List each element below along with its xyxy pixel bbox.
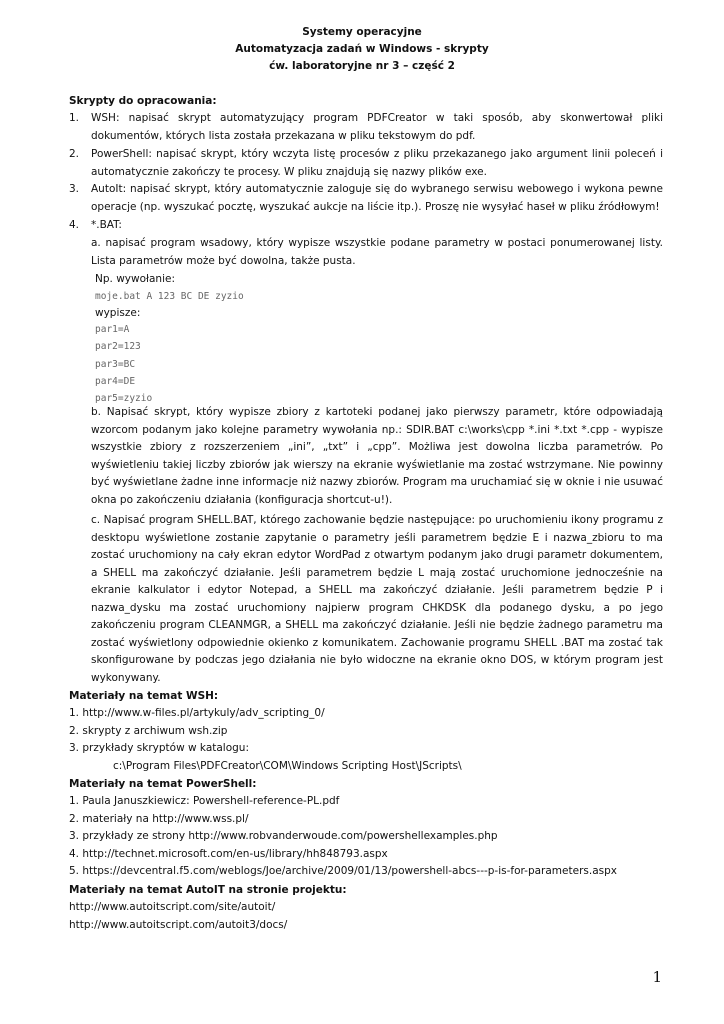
autoit-materials-title: Materiały na temat AutoIT na stronie projektu: — [69, 884, 347, 896]
example-output-line: par1=A — [95, 324, 130, 335]
example-output-line: par4=DE — [95, 376, 136, 387]
ps-link[interactable]: 2. materiały na http://www.wss.pl/ — [69, 813, 249, 825]
bat-task-c: c. Napisać program SHELL.BAT, którego zachowanie będzie następujące: po uruchomieniu ikony programu z desktopu wyświetlone zostanie zapytanie o parametry jeśli parametrem będzie E i nazwa_zbioru to ma zostać uruchomiony na cały ekran edytor WordPad z otwartym podanym jako drugi parametr dokumentem, a SHELL ma zakończyć działanie. Jeśli parametrem będzie L mają zostać uruchomione jednocześnie na ekranie kalkulator i edytor Notepad, a SHELL ma zakończyć działanie. Jeśli parametrem będzie P i nazwa_dysku ma zostać uruchomiony najpierw program CHKDSK dla podanego dysku, a po jego zakończeniu program CLEANMGR, a SHELL ma zakończyć działanie. Jeśli nie będzie żadnego parametru ma zostać wyświetlony odpowiednie okienko z komunikatem. Zachowanie programu SHELL .BAT ma zostać tak skonfigurowane by podczas jego działania nie było widoczne na ekranie okno DOS, w którym program jest wykonywany. — [91, 514, 663, 684]
example-output-line: par3=BC — [95, 359, 136, 370]
ps-link[interactable]: 5. https://devcentral.f5.com/weblogs/Joe/archive/2009/01/13/powershell-abcs---p-is-for-parameters.aspx — [69, 865, 617, 877]
example-output-line: par5=zyzio — [95, 393, 153, 404]
doc-subtitle: Automatyzacja zadań w Windows - skrypty — [235, 43, 489, 55]
wsh-item: 3. przykłady skryptów w katalogu: — [69, 742, 249, 754]
item-text-bat: *.BAT: — [91, 219, 122, 231]
page-number: 1 — [652, 968, 662, 986]
wsh-link[interactable]: 1. http://www.w-files.pl/artykuly/adv_scripting_0/ — [69, 707, 325, 719]
example-call-label: Np. wywołanie: — [95, 273, 175, 285]
item-text-powershell: PowerShell: napisać skrypt, który wczyta listę procesów z pliku przekazanego jako argument linii poleceń i automatycznie zakończy te procesy. W pliku znajdują się nazwy plików exe. — [91, 148, 663, 178]
example-call-code: moje.bat A 123 BC DE zyzio — [95, 291, 244, 302]
item-number: 4. — [69, 219, 80, 231]
item-number: 2. — [69, 148, 80, 160]
autoit-link[interactable]: http://www.autoitscript.com/autoit3/docs/ — [69, 919, 288, 931]
doc-exercise: ćw. laboratoryjne nr 3 – część 2 — [269, 60, 455, 72]
section-title: Skrypty do opracowania: — [69, 95, 217, 107]
ps-materials-title: Materiały na temat PowerShell: — [69, 778, 257, 790]
wsh-item: 2. skrypty z archiwum wsh.zip — [69, 725, 228, 737]
item-text-wsh: WSH: napisać skrypt automatyzujący program PDFCreator w taki sposób, aby skonwertował pliki dokumentów, których lista została przekazana w pliku tekstowym do pdf. — [91, 112, 663, 142]
autoit-link[interactable]: http://www.autoitscript.com/site/autoit/ — [69, 901, 276, 913]
bat-task-a: a. napisać program wsadowy, który wypisze wszystkie podane parametry w postaci ponumerowanej listy. Lista parametrów może być dowolna, także pusta. — [91, 237, 663, 267]
item-text-autoit: AutoIt: napisać skrypt, który automatycznie zaloguje się do wybranego serwisu webowego i wykona pewne operacje (np. wyszukać pocztę, wyszukać aukcje na liście itp.). Proszę nie wysyłać haseł w pliku źródłowym! — [91, 183, 663, 213]
ps-link[interactable]: 3. przykłady ze strony http://www.robvanderwoude.com/powershellexamples.php — [69, 830, 498, 842]
ps-item: 1. Paula Januszkiewicz: Powershell-reference-PL.pdf — [69, 795, 340, 807]
bat-task-b: b. Napisać skrypt, który wypisze zbiory z kartoteki podanej jako pierwszy parametr, które odpowiadają wzorcom podanym jako kolejne parametry wywołania np.: SDIR.BAT c:\works\cpp *.ini *.txt *.cpp - wypisze wszystkie zbiory z rozszerzeniem „ini”, „txt” i „cpp”. Możliwa jest dowolna liczba parametrów. Po wyświetleniu takiej liczby zbiorów jak wierszy na ekranie wyświetlanie ma zostać wstrzymane. Nie powinny być wyświetlane żadne inne informacje niż nazwy zbiorów. Program ma uruchamiać się w oknie i nie usuwać okna po zakończeniu działania (konfiguracja shortcut-u!). — [91, 406, 663, 506]
wsh-path: c:\Program Files\PDFCreator\COM\Windows Scripting Host\JScripts\ — [113, 760, 462, 772]
item-number: 1. — [69, 112, 80, 124]
example-output-label: wypisze: — [95, 307, 141, 319]
doc-title: Systemy operacyjne — [302, 26, 422, 38]
item-number: 3. — [69, 183, 80, 195]
wsh-materials-title: Materiały na temat WSH: — [69, 690, 219, 702]
ps-link[interactable]: 4. http://technet.microsoft.com/en-us/library/hh848793.aspx — [69, 848, 388, 860]
example-output-line: par2=123 — [95, 341, 141, 352]
